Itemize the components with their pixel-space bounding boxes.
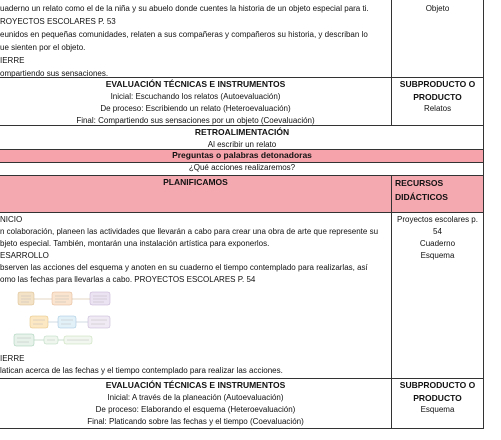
row-divider bbox=[0, 77, 484, 78]
resources-header bbox=[391, 175, 484, 212]
trigger-question-text: ¿Qué acciones realizaremos? bbox=[188, 163, 296, 172]
trigger-questions-title: Preguntas o palabras detonadoras bbox=[172, 150, 312, 160]
table-right-border bbox=[483, 0, 484, 429]
product-cell bbox=[391, 378, 484, 428]
resource-text: Proyectos escolares p. bbox=[397, 215, 478, 224]
feedback-text: Al escribir un relato bbox=[207, 139, 277, 149]
activity-line: eunidos en pequeñas comunidades, relaten a sus compañeras y compañeros su historia, y describan lo bbox=[0, 30, 368, 39]
product-cell bbox=[391, 77, 484, 125]
activity-text-cell bbox=[0, 212, 391, 378]
activity-line: uaderno un relato como el de la niña y su abuelo donde cuentes la historia de un objeto especial para ti. bbox=[0, 4, 369, 13]
product-title: SUBPRODUCTO O bbox=[399, 380, 476, 390]
planning-title: PLANIFICAMOS bbox=[0, 175, 391, 212]
resources-title: DIDÁCTICOS bbox=[395, 191, 448, 202]
product-title: PRODUCTO bbox=[413, 392, 462, 403]
schema-diagram-image bbox=[8, 290, 138, 362]
evaluation-line: De proceso: Elaborando el esquema (Heteroevaluación) bbox=[95, 404, 296, 414]
column-divider bbox=[391, 0, 392, 77]
product-title: PRODUCTO bbox=[413, 91, 462, 102]
row-divider bbox=[0, 149, 484, 150]
column-divider bbox=[391, 175, 392, 212]
resources-title: RECURSOS bbox=[395, 178, 444, 188]
product-value: Esquema bbox=[420, 405, 455, 415]
planning-header-row bbox=[0, 175, 484, 212]
row-divider bbox=[0, 125, 484, 126]
column-divider bbox=[391, 212, 392, 378]
activity-row-main bbox=[0, 212, 484, 378]
evaluation-title: EVALUACIÓN TÉCNICAS E INSTRUMENTOS bbox=[105, 380, 286, 390]
activity-line: NICIO bbox=[0, 215, 23, 224]
product-title: SUBPRODUCTO O bbox=[399, 79, 476, 89]
row-divider bbox=[0, 378, 484, 379]
activity-line: ue sienten por el objeto. bbox=[0, 43, 86, 52]
activity-line: IERRE bbox=[0, 56, 25, 65]
row-divider bbox=[0, 212, 484, 213]
activity-line: latican acerca de las fechas y el tiempo contemplado para realizar las acciones. bbox=[0, 366, 283, 375]
row-divider bbox=[0, 428, 484, 429]
evaluation-line: Final: Compartiendo sus sensaciones por un objeto (Coevaluación) bbox=[76, 115, 315, 125]
trigger-question-row bbox=[0, 162, 484, 175]
column-divider bbox=[391, 378, 392, 428]
activity-line: ompartiendo sus sensaciones. bbox=[0, 69, 109, 77]
activity-line: ESARROLLO bbox=[0, 251, 49, 260]
column-divider bbox=[391, 77, 392, 125]
activity-line: bserven las acciones del esquema y anoten en su cuaderno el tiempo contemplado para realizarlas, así bbox=[0, 263, 368, 272]
feedback-row bbox=[0, 125, 484, 149]
evaluation-cell bbox=[0, 378, 391, 428]
evaluation-cell bbox=[0, 77, 391, 125]
activity-line: omo las fechas para llevarlas a cabo. PROYECTOS ESCOLARES P. 54 bbox=[0, 275, 256, 284]
evaluation-line: Inicial: Escuchando los relatos (Autoevaluación) bbox=[110, 91, 281, 101]
row-divider bbox=[0, 162, 484, 163]
resource-text: Objeto bbox=[425, 4, 450, 13]
feedback-title: RETROALIMENTACIÓN bbox=[194, 127, 290, 137]
resource-text: Esquema bbox=[420, 251, 455, 260]
evaluation-title: EVALUACIÓN TÉCNICAS E INSTRUMENTOS bbox=[105, 79, 286, 89]
activity-line: n colaboración, planeen las actividades que llevarán a cabo para crear una obra de arte que represente su bbox=[0, 227, 379, 236]
trigger-questions-band bbox=[0, 149, 484, 162]
schema-diagram-graphic bbox=[8, 290, 138, 362]
resource-text: 54 bbox=[433, 227, 442, 236]
evaluation-row bbox=[0, 378, 484, 428]
activity-line: bjeto especial. También, montarán una instalación artística para exponerlos. bbox=[0, 239, 270, 248]
activity-text-cell bbox=[0, 0, 391, 77]
resource-cell bbox=[391, 0, 484, 77]
feedback-cell bbox=[0, 125, 484, 149]
evaluation-line: De proceso: Escribiendo un relato (Heteroevaluación) bbox=[100, 103, 291, 113]
resource-text: Cuaderno bbox=[419, 239, 456, 248]
activity-row-top bbox=[0, 0, 484, 77]
activity-line: IERRE bbox=[0, 354, 25, 363]
row-divider bbox=[0, 175, 484, 176]
activity-line: ROYECTOS ESCOLARES P. 53 bbox=[0, 17, 116, 26]
resources-cell bbox=[391, 212, 484, 378]
evaluation-row bbox=[0, 77, 484, 125]
product-value: Relatos bbox=[423, 104, 452, 114]
evaluation-line: Inicial: A través de la planeación (Autoevaluación) bbox=[107, 392, 284, 402]
evaluation-line: Final: Platicando sobre las fechas y el tiempo (Coevaluación) bbox=[87, 416, 304, 426]
